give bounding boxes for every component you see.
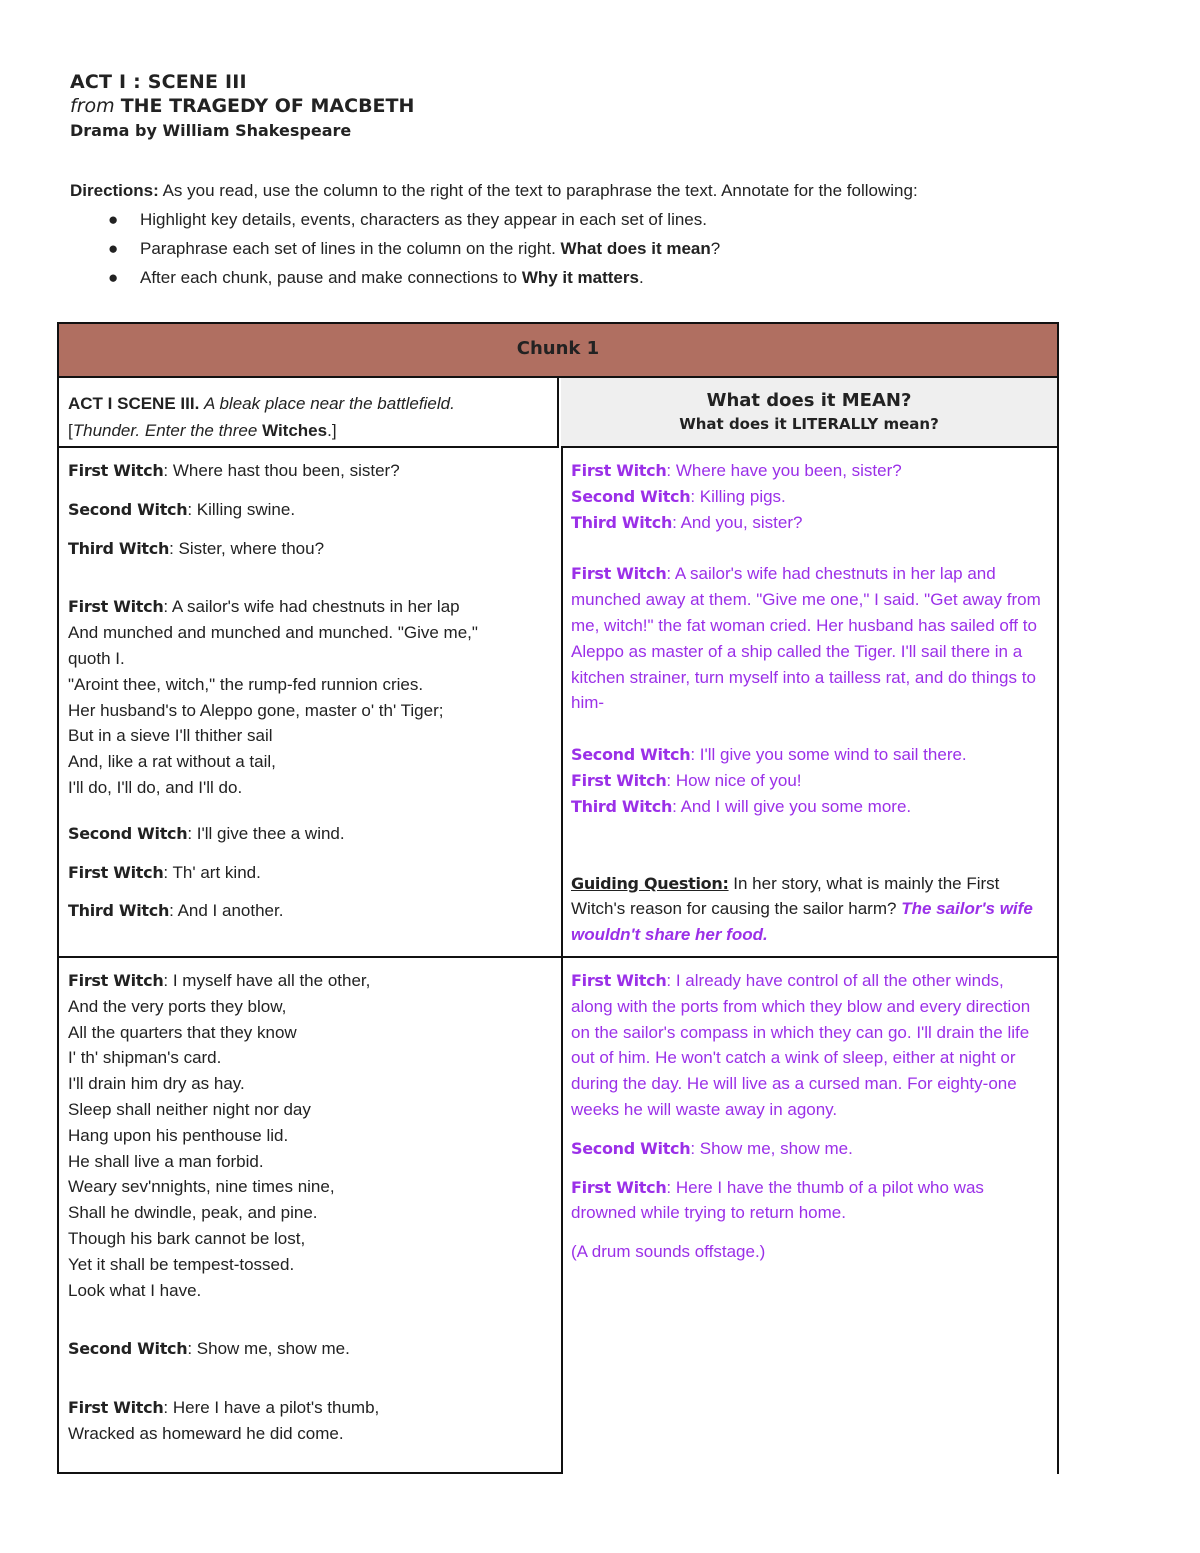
annotation-table [57,322,1059,1474]
line-text: Her husband's to Aleppo gone, master o' th' Tiger; [68,700,444,720]
speaker: Third Witch [571,512,673,532]
line: First Witch: How nice of you! [571,770,802,790]
directions-bullet [70,205,1130,234]
line-text: I already have control of all the other winds, along with the ports from which they blow and every direction on the sailor's compass in which they can go. I'll drain the life out of him. He won't catch a wink of sleep, either at night or during the day. He will live as a cursed man. For eighty-one weeks he will waste away in agony. [571,971,1031,1119]
line: First Witch: Here I have the thumb of a pilot who was drowned while trying to return home. [571,1177,984,1223]
speaker: Second Witch [571,486,691,506]
bullet-emphasis: What does it mean [560,239,711,258]
line: Third Witch: Sister, where thou? [68,538,325,558]
meaning-subtitle: What does it LITERALLY mean? [679,415,939,433]
guiding-question-answer: The sailor's wife wouldn't share her food. [571,899,1033,945]
byline: Drama by William Shakespeare [70,121,352,140]
speaker: First Witch [68,971,164,990]
line: Second Witch: Show me, show me. [571,1138,853,1158]
bullet-text: Highlight key details, events, characters as they appear in each set of lines. [140,210,707,229]
meaning-header-cell [561,376,1059,448]
speaker: Second Witch [68,1339,188,1359]
line-text: "Aroint thee, witch," the rump-fed runnion cries. [68,674,424,694]
speaker: First Witch [68,597,164,617]
line-text: Look what I have. [68,1280,202,1300]
line-text: quoth I. [68,648,125,668]
act-scene-title: ACT I : SCENE III [70,71,247,93]
line-text: Sleep shall neither night nor day [68,1099,311,1119]
line-text: Hang upon his penthouse lid. [68,1125,289,1145]
speaker: First Witch [68,461,164,480]
line-text: I myself have all the other, [172,971,371,990]
line: Second Witch: Show me, show me. [68,1339,350,1359]
line: First Witch: Th' art kind. [68,862,261,882]
chunk2-paraphrase [561,958,1059,1474]
line-text: I'll drain him dry as hay. [68,1074,245,1094]
line-text: I' th' shipman's card. [68,1048,222,1068]
speaker: Second Witch [571,745,691,765]
line-text: I'll give you some wind to sail there. [699,745,967,765]
bracket: .] [327,421,337,440]
line-text: Killing pigs. [699,486,786,506]
line-text: I'll give thee a wind. [196,823,345,843]
line: Second Witch: Killing pigs. [571,486,786,506]
guiding-question-label: Guiding Question: [571,873,729,893]
line-text: Though his bark cannot be lost, [68,1228,306,1248]
line: First Witch: I myself have all the other, [68,971,371,990]
speaker: Second Witch [68,499,188,519]
speaker: First Witch [68,862,164,882]
stage-italic: Thunder. Enter the three [72,421,258,440]
document-header [70,70,414,144]
line-text: Show me, show me. [699,1138,853,1158]
line-text: All the quarters that they know [68,1022,297,1042]
directions-label: Directions: [70,181,159,200]
scene-heading: ACT I SCENE III. [68,394,200,413]
line: First Witch: I already have control of all the other winds, along with the ports from which they blow and every direction on the sailor's compass in which they can go. I'll drain the life out of him. He won't catch a wink of sleep, either at night or during the day. He will live as a cursed man. For eighty-one weeks he will waste away in agony. [571,971,1031,1119]
play-name: THE TRAGEDY OF MACBETH [120,95,415,117]
line-text: I'll do, I'll do, and I'll do. [68,777,243,797]
line-text: And the very ports they blow, [68,996,287,1016]
line: Third Witch: And I another. [68,901,284,921]
line-text: Where have you been, sister? [675,461,902,480]
speaker: Third Witch [571,796,673,816]
line: First Witch: A sailor's wife had chestnuts in her lap [68,597,460,617]
from-word: from [70,95,115,117]
speaker: First Witch [68,1398,164,1418]
speaker: Third Witch [68,901,170,921]
line-text: Here I have the thumb of a pilot who was drowned while trying to return home. [571,1177,984,1223]
chunk1-original-text [57,448,563,958]
speaker: Second Witch [68,823,188,843]
directions-bullet [70,234,1130,263]
line: Third Witch: And you, sister? [571,512,803,532]
line: Second Witch: I'll give thee a wind. [68,823,345,843]
play-title [70,94,414,118]
line-text: Where hast thou been, sister? [172,461,400,480]
line-text: Th' art kind. [172,862,261,882]
line-text: Yet it shall be tempest-tossed. [68,1254,295,1274]
bullet-punct: . [638,268,644,287]
line-text: Killing swine. [196,499,296,519]
speaker: Third Witch [68,538,170,558]
bullet-punct: ? [710,239,721,258]
line-text: Here I have a pilot's thumb, [172,1398,380,1418]
line-text: How nice of you! [675,770,802,790]
line-text: And I will give you some more. [680,796,912,816]
line-text: And I another. [177,901,284,921]
bullet-text: After each chunk, pause and make connections to [140,268,518,287]
line-text: He shall live a man forbid. [68,1151,264,1171]
line-text: But in a sieve I'll thither sail [68,726,273,746]
stage-bold: Witches [262,421,328,440]
line-text: Wracked as homeward he did come. [68,1423,344,1443]
line-text: Show me, show me. [196,1339,350,1359]
speaker: First Witch [571,770,667,790]
stage-direction [68,417,548,444]
scene-setting: A bleak place near the battlefield. [204,394,455,413]
line: Second Witch: Killing swine. [68,499,296,519]
bullet-text: Paraphrase each set of lines in the column on the right. [140,239,556,258]
speaker: First Witch [571,1177,667,1197]
line-text: A sailor's wife had chestnuts in her lap and munched away at them. "Give me one," I said. "Get away from me, witch!" the fat woman cried. Her husband has sailed off to Aleppo as master of a ship called the Tiger. I'll sail there in a kitchen strainer, turn myself into a tailless rat, and do things to him- [571,564,1041,713]
chunk1-paraphrase [561,448,1059,958]
line-text: Sister, where thou? [178,538,325,558]
line: First Witch: A sailor's wife had chestnuts in her lap and munched away at them. "Give me one," I said. "Get away from me, witch!" the fat woman cried. Her husband has sailed off to Aleppo as master of a ship called the Tiger. I'll sail there in a kitchen strainer, turn myself into a tailless rat, and do things to him- [571,564,1041,713]
chunk-header: Chunk 1 [57,322,1059,378]
line: First Witch: Here I have a pilot's thumb, [68,1398,380,1418]
bullet-emphasis: Why it matters [521,268,639,287]
chunk2-original-text [57,958,563,1474]
speaker: First Witch [571,564,667,584]
directions-bullet [70,263,1130,292]
directions-list [70,205,1130,292]
directions-text: As you read, use the column to the right of the text to paraphrase the text. Annotate for the following: [162,181,918,200]
line: First Witch: Where have you been, sister? [571,461,902,480]
line-text: And you, sister? [680,512,803,532]
directions [70,176,1130,292]
line: First Witch: Where hast thou been, sister? [68,461,400,480]
line-text: And, like a rat without a tail, [68,752,276,772]
bracket: [ [68,421,73,440]
line: Third Witch: And I will give you some more. [571,796,912,816]
speaker: First Witch [571,971,667,990]
line: Second Witch: I'll give you some wind to sail there. [571,745,967,765]
line-text: And munched and munched and munched. "Give me," [68,623,478,643]
line-text: A sailor's wife had chestnuts in her lap [171,597,460,617]
guiding-question [571,871,1048,948]
meaning-title: What does it MEAN? [706,390,912,411]
stage-direction: (A drum sounds offstage.) [571,1242,766,1262]
line-text: Shall he dwindle, peak, and pine. [68,1203,318,1223]
line-text: Weary sev'nnights, nine times nine, [68,1177,335,1197]
speaker: Second Witch [571,1138,691,1158]
scene-heading-cell [57,376,559,448]
speaker: First Witch [571,461,667,480]
guiding-question-text: In her story, what is mainly the First Witch's reason for causing the sailor harm? [571,873,1000,919]
